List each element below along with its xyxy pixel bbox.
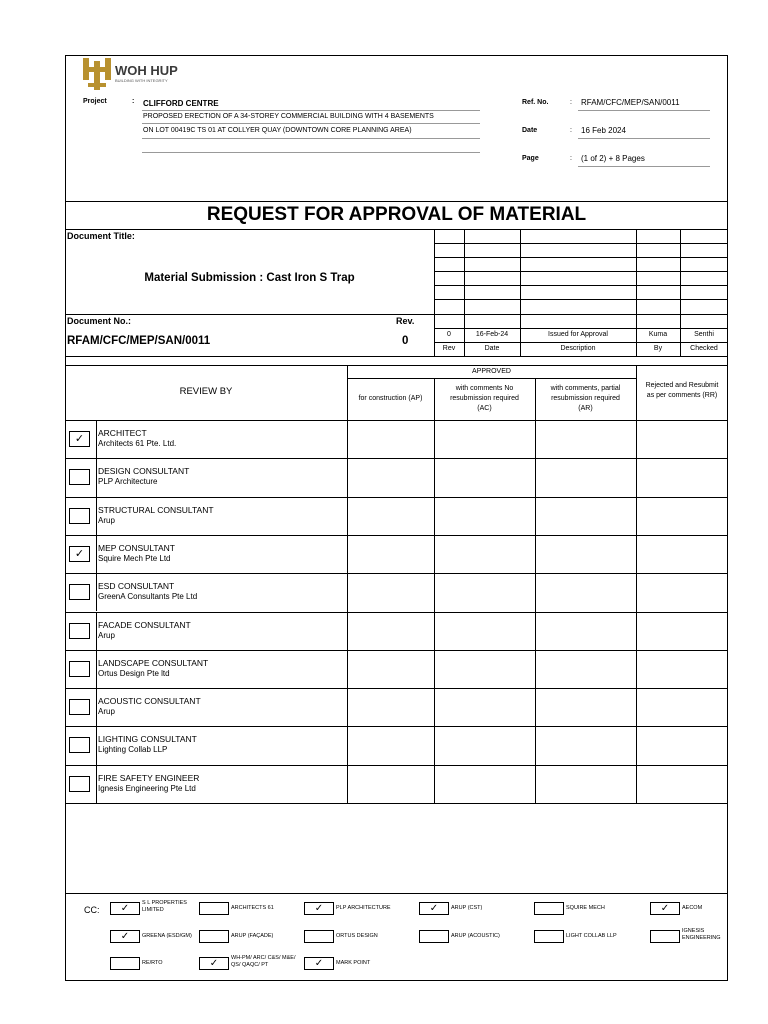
cc-checkbox[interactable] [650, 930, 680, 943]
review-role: MEP CONSULTANT [98, 542, 175, 553]
row-line [65, 688, 728, 689]
review-role: DESIGN CONSULTANT [98, 466, 190, 477]
date-colon: : [570, 127, 572, 134]
row-line [65, 726, 728, 727]
cc-label-1: ARUP (FAÇADE) [231, 933, 274, 939]
cc-label-1: ARUP (ACOUSTIC) [451, 933, 500, 939]
ac-header-2: resubmission required [450, 395, 519, 402]
divider [65, 893, 728, 894]
divider [65, 365, 728, 366]
rev-label: Rev. [396, 316, 415, 326]
cc-checkbox[interactable] [199, 902, 229, 915]
by-header: By [653, 345, 663, 352]
checked-header: Checked [690, 345, 718, 352]
cc-checkbox[interactable]: ✓ [419, 902, 449, 915]
divider [65, 803, 728, 804]
review-checkbox[interactable] [69, 776, 90, 792]
review-role: STRUCTURAL CONSULTANT [98, 504, 214, 515]
rev-header: Rev [442, 345, 456, 352]
grid-line [434, 328, 728, 329]
row-line [96, 573, 97, 611]
cc-checkbox[interactable]: ✓ [304, 902, 334, 915]
review-firm: Arup [98, 707, 115, 717]
row-line [65, 535, 728, 536]
cc-label-1: SQUIRE MECH [566, 905, 605, 911]
row-line [96, 726, 97, 764]
form-frame [65, 55, 728, 981]
cc-checkbox[interactable] [419, 930, 449, 943]
project-name: CLIFFORD CENTRE [143, 99, 219, 108]
row-line [65, 650, 728, 651]
divider [65, 229, 728, 230]
row-line [65, 420, 728, 421]
review-firm: Arup [98, 515, 115, 525]
review-firm: Lighting Collab LLP [98, 745, 168, 755]
grid-line [434, 243, 728, 244]
rev-value: 0 [402, 335, 409, 347]
cc-label-1: S L PROPERTIES [142, 900, 187, 906]
review-firm: Squire Mech Pte Ltd [98, 553, 171, 563]
project-colon: : [132, 98, 135, 105]
cc-label-2: QS/ QAQC/ PT [231, 962, 269, 968]
row-line [65, 765, 728, 766]
row-line [96, 420, 97, 458]
review-firm: Ortus Design Pte ltd [98, 668, 170, 678]
project-desc-2: ON LOT 00419C TS 01 AT COLLYER QUAY (DOWNTOWN CORE PLANNING AREA) [143, 127, 412, 134]
page-colon: : [570, 155, 572, 162]
divider [65, 314, 728, 315]
grid-line [535, 378, 536, 803]
ap-header: for construction (AP) [358, 395, 423, 402]
grid-line [636, 365, 637, 803]
revision-checked: Senthi [694, 331, 714, 338]
grid-line [434, 257, 728, 258]
review-checkbox[interactable] [69, 508, 90, 524]
logo-icon [82, 57, 112, 91]
cc-label-1: WH-PM/ ARC/ C&S/ M&E/ [231, 955, 296, 961]
ar-header-3: (AR) [578, 405, 593, 412]
cc-checkbox[interactable] [199, 930, 229, 943]
review-firm: Ignesis Engineering Pte Ltd [98, 783, 196, 793]
review-role: ACOUSTIC CONSULTANT [98, 696, 201, 707]
cc-checkbox[interactable]: ✓ [110, 902, 140, 915]
cc-checkbox[interactable]: ✓ [110, 930, 140, 943]
ref-colon: : [570, 99, 572, 106]
review-firm: GreenA Consultants Pte Ltd [98, 592, 198, 602]
ac-header-1: with comments No [455, 385, 514, 392]
review-role: FIRE SAFETY ENGINEER [98, 772, 200, 783]
review-checkbox[interactable] [69, 623, 90, 639]
cc-checkbox[interactable]: ✓ [304, 957, 334, 970]
review-role: ARCHITECT [98, 428, 147, 438]
description-header: Description [560, 345, 596, 352]
review-checkbox[interactable] [69, 584, 90, 600]
grid-line [347, 365, 348, 803]
divider [65, 201, 728, 202]
row-line [96, 765, 97, 803]
review-firm: Architects 61 Pte. Ltd. [98, 439, 177, 448]
review-role: LIGHTING CONSULTANT [98, 734, 197, 745]
rr-header-2: as per comments (RR) [646, 392, 718, 399]
ref-underline [578, 110, 710, 111]
row-line [96, 688, 97, 726]
cc-label-1: LIGHT COLLAB LLP [566, 933, 617, 939]
project-desc-underline-2 [142, 138, 480, 139]
cc-checkbox[interactable] [534, 902, 564, 915]
row-line [96, 458, 97, 496]
cc-label-1: ARUP (CST) [451, 905, 483, 911]
cc-checkbox[interactable] [304, 930, 334, 943]
revision-rev: 0 [447, 331, 451, 338]
logo-brand: WOH HUP [115, 63, 178, 78]
revision-description: Issued for Approval [548, 331, 608, 338]
document-no-value: RFAM/CFC/MEP/SAN/0011 [67, 335, 211, 347]
document-no-label: Document No.: [67, 316, 131, 326]
grid-line [434, 285, 728, 286]
document-title-label: Document Title: [67, 231, 135, 241]
divider [65, 356, 728, 357]
ref-label: Ref. No. [522, 99, 549, 106]
row-line [65, 612, 728, 613]
cc-checkbox[interactable] [534, 930, 564, 943]
ar-header-1: with comments, partial [550, 385, 621, 392]
page-underline [578, 166, 710, 167]
review-role: ESD CONSULTANT [98, 581, 175, 592]
cc-label-1: PLP ARCHITECTURE [336, 905, 391, 911]
review-checkbox[interactable]: ✓ [69, 431, 90, 447]
row-line [96, 535, 97, 573]
ac-header-3: (AC) [477, 405, 492, 412]
row-line [65, 497, 728, 498]
review-checkbox[interactable] [69, 737, 90, 753]
page-value: (1 of 2) + 8 Pages [581, 154, 645, 163]
page-label: Page [522, 155, 539, 162]
project-desc-underline-1 [142, 123, 480, 124]
cc-label-1: RE/RTO [142, 960, 163, 966]
review-checkbox[interactable] [69, 661, 90, 677]
project-label: Project [83, 98, 107, 105]
grid-line [347, 378, 636, 379]
document-title-value: Material Submission : Cast Iron S Trap [144, 272, 355, 284]
date-underline [578, 138, 710, 139]
cc-checkbox[interactable] [110, 957, 140, 970]
cc-label-2: ENGINEERING [682, 935, 721, 941]
review-role: FACADE CONSULTANT [98, 619, 191, 630]
cc-label: CC: [84, 905, 100, 915]
row-line [96, 650, 97, 688]
cc-label-1: MARK POINT [336, 960, 371, 966]
revision-date: 16-Feb-24 [475, 331, 509, 338]
grid-line [434, 271, 728, 272]
cc-checkbox[interactable]: ✓ [650, 902, 680, 915]
cc-checkbox[interactable]: ✓ [199, 957, 229, 970]
rr-header-1: Rejected and Resubmit [645, 382, 719, 389]
company-logo [82, 57, 112, 91]
approved-header: APPROVED [472, 368, 511, 375]
review-checkbox[interactable] [69, 699, 90, 715]
row-line [96, 497, 97, 535]
review-by-header: REVIEW BY [179, 386, 233, 397]
ref-value: RFAM/CFC/MEP/SAN/0011 [581, 98, 680, 107]
date-value: 16 Feb 2024 [581, 126, 626, 135]
review-checkbox[interactable] [69, 469, 90, 485]
review-checkbox[interactable]: ✓ [69, 546, 90, 562]
project-name-underline [142, 110, 480, 111]
row-line [65, 458, 728, 459]
cc-label-1: ORTUS DESIGN [336, 933, 378, 939]
cc-label-1: IGNESIS [682, 928, 705, 934]
review-firm: Arup [98, 630, 115, 640]
project-desc-1: PROPOSED ERECTION OF A 34-STOREY COMMERCIAL BUILDING WITH 4 BASEMENTS [143, 113, 434, 120]
cc-label-1: GREENA (ESD/GM) [142, 933, 192, 939]
cc-label-1: ARCHITECTS 61 [231, 905, 274, 911]
cc-label-2: LIMITED [142, 907, 164, 913]
ar-header-2: resubmission required [551, 395, 620, 402]
grid-line [434, 342, 728, 343]
cc-label-1: AECOM [682, 905, 703, 911]
review-role: LANDSCAPE CONSULTANT [98, 657, 209, 668]
project-desc-underline-3 [142, 152, 480, 153]
grid-line [434, 378, 435, 803]
logo-tagline: BUILDING WITH INTEGRITY [115, 78, 168, 83]
row-line [65, 573, 728, 574]
revision-by: Kuma [648, 331, 668, 338]
row-line [96, 612, 97, 650]
form-title: REQUEST FOR APPROVAL OF MATERIAL [206, 204, 587, 225]
review-firm: PLP Architecture [98, 477, 158, 487]
grid-line [434, 299, 728, 300]
date-label: Date [522, 127, 538, 134]
date-header: Date [484, 345, 500, 352]
